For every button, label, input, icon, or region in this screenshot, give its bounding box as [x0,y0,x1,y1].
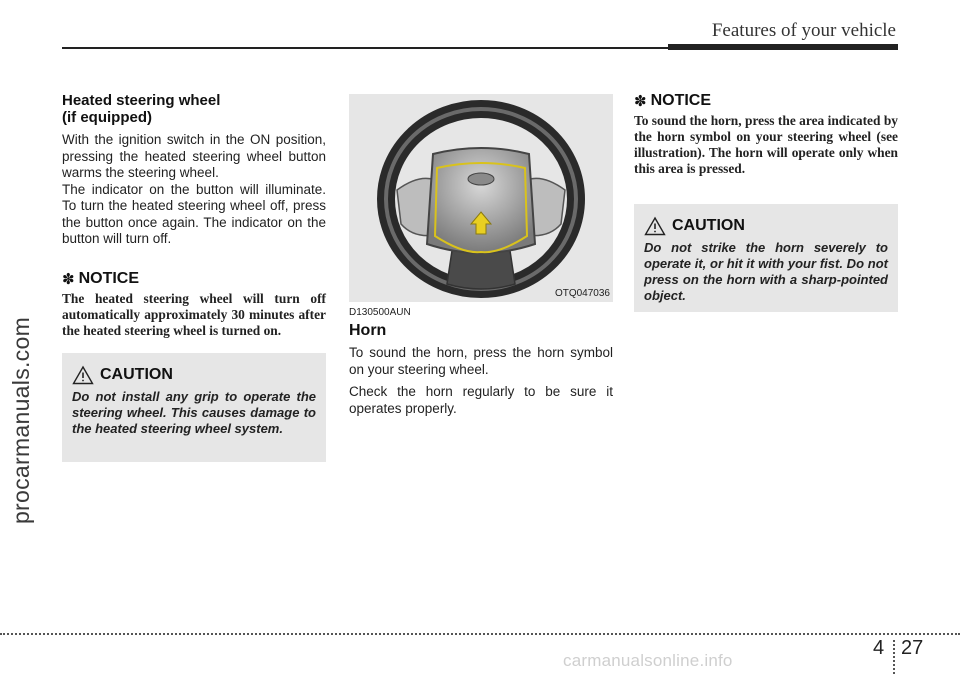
heated-wheel-heading [62,92,326,126]
caution-label-right: CAUTION [672,217,745,234]
caution-box-right [634,204,898,312]
horn-heading: Horn [349,322,387,339]
heated-wheel-para-1: With the ignition switch in the ON position, pressing the heated steering wheel button warms the steering wheel. [62,132,326,180]
warning-triangle-icon [72,365,94,385]
notice-text-left: The heated steering wheel will turn off automatically approximately 30 minutes after the heated steering wheel is turned on. [62,290,326,338]
column-right [634,92,898,177]
heated-wheel-para-2: The indicator on the button will illuminate. To turn the heated steering wheel off, press the button once again. The indicator on the button will turn off. [62,181,326,246]
column-left [62,92,326,339]
notice-label: NOTICE [78,269,140,287]
footer-rule [0,633,960,635]
horn-section [349,322,613,417]
notice-title-left [62,270,326,288]
chapter-number: 4 [873,637,885,659]
page-header-title: Features of your vehicle [711,20,896,41]
horn-para-1: To sound the horn, press the horn symbol on your steering wheel. [349,345,613,377]
steering-wheel-illustration [349,94,613,302]
caution-label-left: CAUTION [100,366,173,383]
steering-wheel-figure [349,94,613,302]
notice-symbol-icon: ✽ [634,93,647,110]
heading-line-2: (if equipped) [62,109,152,126]
warning-triangle-icon [644,216,666,236]
caution-box-left [62,353,326,462]
bottom-watermark: carmanualsonline.info [563,651,733,670]
side-watermark-text: procarmanuals.com [8,316,35,524]
page-number-separator [893,640,895,674]
section-code: D130500AUN [349,307,411,318]
notice-block-left [62,270,326,339]
caution-text-left: Do not install any grip to operate the steering wheel. This causes damage to the heated steering wheel system. [72,389,316,436]
header-rule-accent [668,44,898,50]
figure-code: OTQ047036 [554,288,610,299]
notice-symbol-icon: ✽ [62,270,75,288]
horn-para-2: Check the horn regularly to be sure it operates properly. [349,384,613,416]
notice-title-right [634,92,898,110]
side-watermark [6,160,38,680]
caution-head-left [72,365,316,385]
notice-label: NOTICE [650,92,712,109]
page-number: 27 [901,637,924,659]
caution-head-right [644,216,888,236]
notice-text-right: To sound the horn, press the area indicated by the horn symbol on your steering wheel (see illustration). The horn will operate only when this area is pressed. [634,113,898,176]
heading-line-1: Heated steering wheel [62,92,221,109]
caution-text-right: Do not strike the horn severely to operate it, or hit it with your fist. Do not press on the horn with a sharp-pointed object. [644,240,888,303]
